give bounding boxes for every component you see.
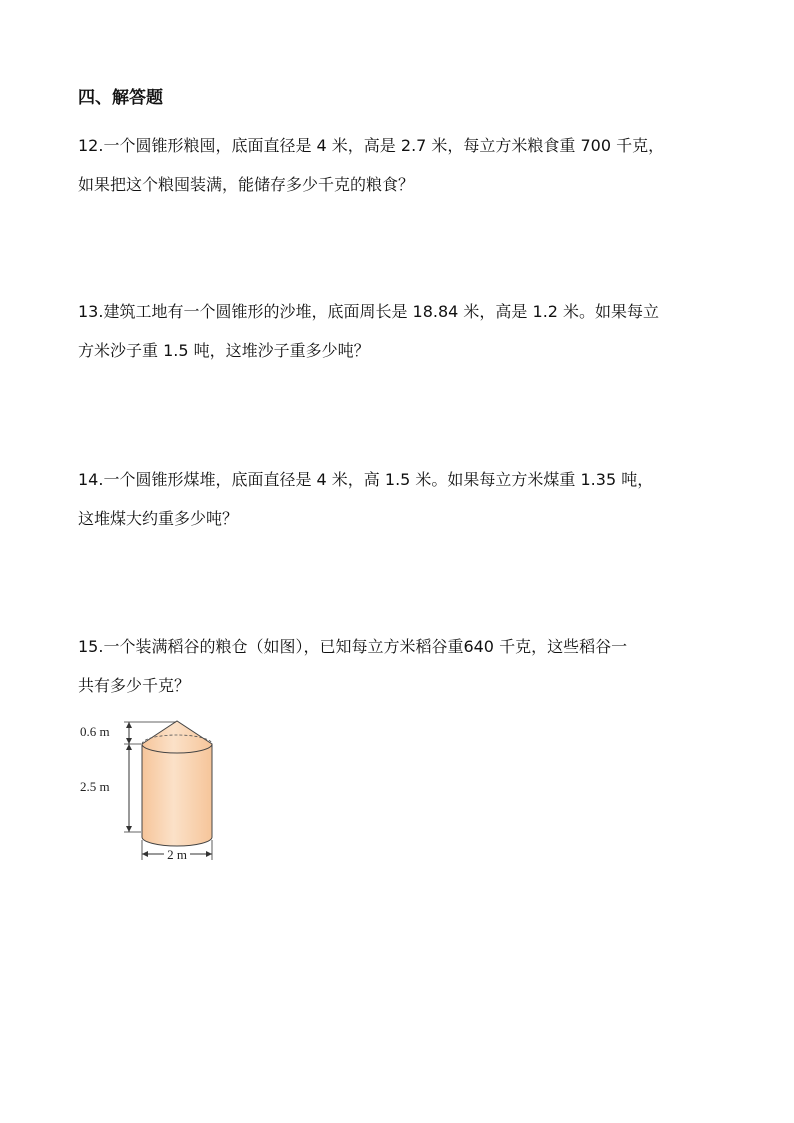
arrow-right-icon (206, 851, 212, 857)
arrow-down-icon (126, 738, 132, 744)
arrow-up-icon (126, 722, 132, 728)
granary-figure (78, 714, 228, 870)
question-15 (78, 627, 728, 705)
question-14-line-1: 14.一个圆锥形煤堆，底面直径是 4 米，高 1.5 米。如果每立方米煤重 1.35 吨， (78, 470, 654, 489)
arrow-up-icon (126, 744, 132, 750)
arrow-down-icon (126, 826, 132, 832)
cylinder-height-label: 2.5 m (80, 779, 110, 794)
diameter-label: 2 m (167, 847, 187, 862)
question-13-line-1: 13.建筑工地有一个圆锥形的沙堆，底面周长是 18.84 米，高是 1.2 米。如果每立 (78, 302, 660, 321)
question-13 (78, 292, 728, 370)
question-14-line-2: 这堆煤大约重多少吨？ (78, 509, 239, 528)
question-12-line-2: 如果把这个粮囤装满，能储存多少千克的粮食？ (78, 175, 415, 194)
question-12 (78, 126, 728, 204)
question-15-line-1: 15.一个装满稻谷的粮仓（如图），已知每立方米稻谷重640 千克，这些稻谷一 (78, 637, 628, 656)
question-13-line-2: 方米沙子重 1.5 吨，这堆沙子重多少吨？ (78, 341, 370, 360)
question-12-line-1: 12.一个圆锥形粮囤，底面直径是 4 米，高是 2.7 米，每立方米粮食重 700 千克， (78, 136, 665, 155)
arrow-left-icon (142, 851, 148, 857)
section-heading: 四、解答题 (78, 88, 163, 108)
cylinder-body (142, 744, 212, 846)
question-14 (78, 460, 728, 538)
cone-height-label: 0.6 m (80, 724, 110, 739)
question-15-line-2: 共有多少千克？ (78, 676, 191, 695)
cone-top (142, 721, 212, 753)
granary-diagram (78, 714, 228, 870)
